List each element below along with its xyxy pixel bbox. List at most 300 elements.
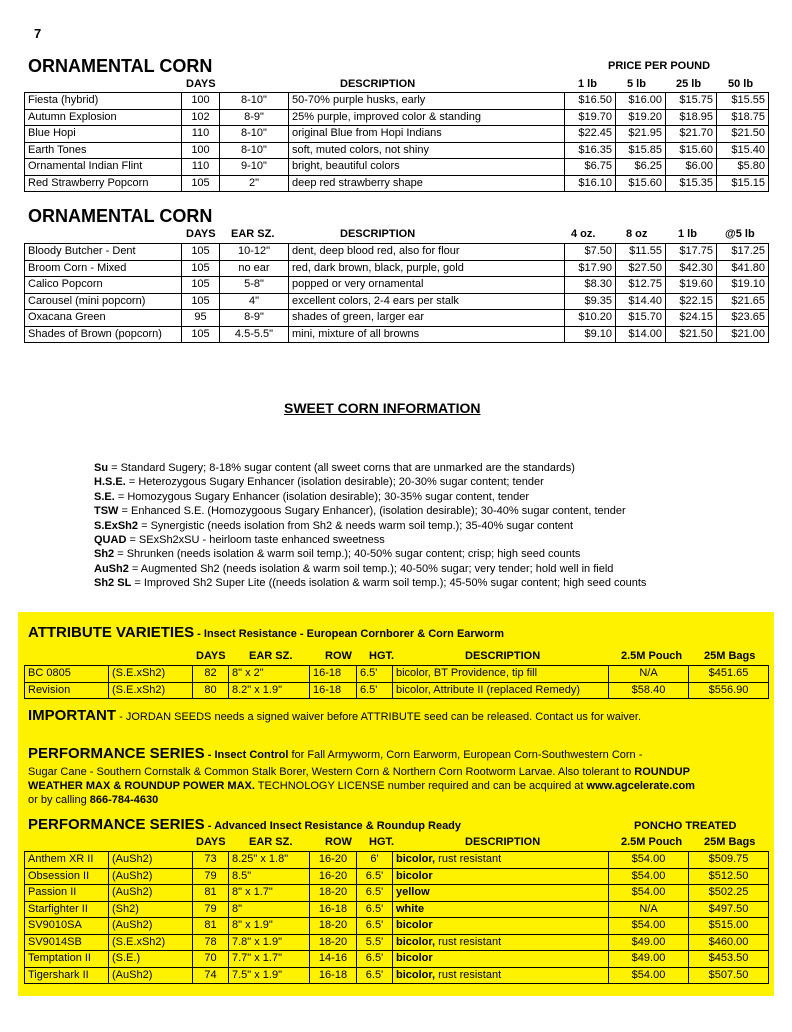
price-cell: $18.95 [666, 109, 717, 126]
price-cell: $16.10 [565, 175, 616, 192]
description-cell: original Blue from Hopi Indians [289, 126, 565, 143]
ornamental-corn-title-1: ORNAMENTAL CORN [28, 56, 213, 76]
pouch-price-cell: $49.00 [609, 951, 689, 968]
variety-name-cell: Temptation II [25, 951, 109, 968]
price-cell: $21.50 [717, 126, 769, 143]
description-cell: bright, beautiful colors [289, 159, 565, 176]
table-row [25, 310, 769, 327]
performance-intro-text-1: for Fall Armyworm, Corn Earworm, European Corn-Southwestern Corn - [288, 749, 643, 761]
height-cell: 6' [357, 852, 393, 869]
description-cell: red, dark brown, black, purple, gold [289, 260, 565, 277]
variety-name-cell: Broom Corn - Mixed [25, 260, 182, 277]
price-cell: $15.60 [616, 175, 666, 192]
type-cell: (Sh2) [109, 901, 193, 918]
days-cell: 82 [193, 666, 229, 683]
phone-number: 866-784-4630 [89, 794, 159, 806]
ornamental-corn-title-2: ORNAMENTAL CORN [28, 206, 213, 226]
ear-size-cell: 8.5" [229, 868, 310, 885]
attribute-title: ATTRIBUTE VARIETIES [28, 624, 195, 641]
variety-name-cell: Starfighter II [25, 901, 109, 918]
attr-col-days: DAYS [196, 650, 226, 662]
price-cell: $21.65 [717, 293, 769, 310]
price-cell: $7.50 [565, 244, 616, 261]
description-cell [393, 934, 609, 951]
price-cell: $10.20 [565, 310, 616, 327]
performance-intro-line4 [28, 793, 158, 807]
table-row [25, 868, 769, 885]
performance-intro-line1 [28, 745, 642, 763]
bags-price-cell: $453.50 [689, 951, 769, 968]
price-cell: $14.40 [616, 293, 666, 310]
sweet-corn-definition-text: = Augmented Sh2 (needs isolation & warm soil temp.); 40-50% sugar; very tender; hold well in field [128, 562, 614, 575]
description-cell [393, 852, 609, 869]
bags-price-cell: $556.90 [689, 682, 769, 699]
ear-size-cell: 8.25" x 1.8" [229, 852, 310, 869]
table-row [25, 852, 769, 869]
variety-name-cell: Carousel (mini popcorn) [25, 293, 182, 310]
col-1lb: 1 lb [578, 78, 597, 90]
sweet-corn-info-list [94, 461, 646, 591]
table-row [25, 885, 769, 902]
license-text: TECHNOLOGY LICENSE number required and can be acquired at [254, 780, 587, 792]
variety-name-cell: Obsession II [25, 868, 109, 885]
table-row [25, 967, 769, 984]
ear-size-cell: 7.8" x 1.9" [229, 934, 310, 951]
days-cell: 110 [182, 126, 220, 143]
ear-size-cell: 5-8" [220, 277, 289, 294]
table-row [25, 260, 769, 277]
ear-size-cell: 8-9" [220, 310, 289, 327]
price-cell: $15.70 [616, 310, 666, 327]
price-cell: $6.00 [666, 159, 717, 176]
type-cell: (AuSh2) [109, 885, 193, 902]
sweet-corn-definition-text: = Homozygous Sugary Enhancer (isolation desirable); 30-35% sugar content, tender [114, 490, 530, 503]
ornamental-corn-ounce-table [24, 243, 769, 343]
sweet-corn-definition [94, 461, 646, 475]
pouch-price-cell: $54.00 [609, 967, 689, 984]
description-cell: deep red strawberry shape [289, 175, 565, 192]
sweet-corn-code: S.E. [94, 490, 115, 503]
bags-price-cell: $502.25 [689, 885, 769, 902]
price-cell: $14.00 [616, 326, 666, 343]
price-cell: $22.45 [565, 126, 616, 143]
attr-col-hgt: HGT. [369, 650, 395, 662]
row-cell: 16-18 [310, 682, 357, 699]
price-cell: $15.75 [666, 93, 717, 110]
table-row [25, 901, 769, 918]
description-cell [393, 951, 609, 968]
price-cell: $27.50 [616, 260, 666, 277]
price-cell: $15.85 [616, 142, 666, 159]
days-cell: 105 [182, 175, 220, 192]
variety-name-cell: BC 0805 [25, 666, 109, 683]
ear-size-cell: 4" [220, 293, 289, 310]
bags-price-cell: $509.75 [689, 852, 769, 869]
col-description: DESCRIPTION [340, 78, 416, 90]
perf-col-row: ROW [325, 836, 352, 848]
ear-size-cell: 9-10" [220, 159, 289, 176]
description-cell [393, 868, 609, 885]
price-cell: $22.15 [666, 293, 717, 310]
variety-name-cell: Anthem XR II [25, 852, 109, 869]
price-cell: $21.00 [717, 326, 769, 343]
attr-col-pouch: 2.5M Pouch [621, 650, 683, 662]
days-cell: 95 [182, 310, 220, 327]
color-label: white [396, 902, 425, 915]
pouch-price-cell: $54.00 [609, 918, 689, 935]
variety-name-cell: Fiesta (hybrid) [25, 93, 182, 110]
row-cell: 18-20 [310, 885, 357, 902]
sweet-corn-definition-text: = Synergistic (needs isolation from Sh2 & needs warm soil temp.); 35-40% sugar content [138, 519, 574, 532]
variety-name-cell: Blue Hopi [25, 126, 182, 143]
performance-intro-line3 [28, 779, 695, 793]
price-cell: $42.30 [666, 260, 717, 277]
bags-price-cell: $512.50 [689, 868, 769, 885]
variety-name-cell: Shades of Brown (popcorn) [25, 326, 182, 343]
variety-name-cell: Ornamental Indian Flint [25, 159, 182, 176]
description-cell: bicolor, Attribute II (replaced Remedy) [393, 682, 609, 699]
description-cell: 25% purple, improved color & standing [289, 109, 565, 126]
price-cell: $21.70 [666, 126, 717, 143]
bags-price-cell: $497.50 [689, 901, 769, 918]
ear-size-cell: 10-12" [220, 244, 289, 261]
price-cell: $21.95 [616, 126, 666, 143]
type-cell: (S.E.xSh2) [109, 682, 193, 699]
calling-text: or by calling [28, 794, 90, 806]
roundup-products: WEATHER MAX & ROUNDUP POWER MAX. [28, 780, 255, 792]
sweet-corn-definition-text: = Improved Sh2 Super Lite ((needs isolation & warm soil temp.); 45-50% sugar content; high seed counts [131, 577, 647, 590]
price-cell: $15.55 [717, 93, 769, 110]
attr-col-description: DESCRIPTION [465, 650, 541, 662]
sweet-corn-definition [94, 490, 646, 504]
sweet-corn-code: Sh2 SL [94, 577, 132, 590]
ear-size-cell: 8.2" x 1.9" [229, 682, 310, 699]
price-cell: $16.35 [565, 142, 616, 159]
price-cell: $17.75 [666, 244, 717, 261]
type-cell: (S.E.xSh2) [109, 934, 193, 951]
col-25lb: 25 lb [676, 78, 702, 90]
perf-col-bags: 25M Bags [704, 836, 756, 848]
perf-col-hgt: HGT. [369, 836, 395, 848]
table-row [25, 244, 769, 261]
performance-intro-text-2: Sugar Cane - Southern Cornstalk & Common Stalk Borer, Western Corn & Northern Corn Rootworm Larvae. Also tolerant to [28, 766, 635, 778]
perf-col-ear: EAR SZ. [249, 836, 293, 848]
days-cell: 105 [182, 293, 220, 310]
sweet-corn-code: QUAD [94, 534, 127, 547]
sweet-corn-info-title: SWEET CORN INFORMATION [284, 400, 481, 416]
color-label: bicolor [396, 952, 433, 965]
sweet-corn-definition [94, 547, 646, 561]
table-row [25, 934, 769, 951]
poncho-treated-header: PONCHO TREATED [634, 820, 737, 832]
col-days: DAYS [186, 78, 216, 90]
description-note: rust resistant [435, 935, 502, 948]
performance-title: PERFORMANCE SERIES [28, 816, 205, 833]
ornamental-corn-price-table [24, 92, 769, 192]
sweet-corn-definition-text: = SExSh2xSU - heirloom taste enhanced sweetness [126, 534, 385, 547]
ear-size-cell: 4.5-5.5" [220, 326, 289, 343]
days-cell: 102 [182, 109, 220, 126]
sweet-corn-definition-text: = Shrunken (needs isolation & warm soil temp.); 40-50% sugar content; crisp; high seed counts [114, 548, 581, 561]
col-50lb: 50 lb [728, 78, 754, 90]
days-cell: 110 [182, 159, 220, 176]
attribute-varieties-table [24, 665, 769, 699]
color-label: bicolor, [396, 853, 436, 866]
sweet-corn-definition [94, 576, 646, 590]
variety-name-cell: SV9010SA [25, 918, 109, 935]
ear-size-cell: 2" [220, 175, 289, 192]
variety-name-cell: Calico Popcorn [25, 277, 182, 294]
price-cell: $17.90 [565, 260, 616, 277]
type-cell: (AuSh2) [109, 852, 193, 869]
row-cell: 14-16 [310, 951, 357, 968]
sweet-corn-definition [94, 504, 646, 518]
bags-price-cell: $460.00 [689, 934, 769, 951]
ear-size-cell: 8" x 2" [229, 666, 310, 683]
days-cell: 81 [193, 918, 229, 935]
table-row [25, 326, 769, 343]
pouch-price-cell: N/A [609, 666, 689, 683]
table-row [25, 142, 769, 159]
important-notice [28, 707, 641, 725]
variety-name-cell: Bloody Butcher - Dent [25, 244, 182, 261]
table-row [25, 293, 769, 310]
sweet-corn-definition [94, 533, 646, 547]
height-cell: 6.5' [357, 901, 393, 918]
ear-size-cell: 7.5" x 1.9" [229, 967, 310, 984]
variety-name-cell: Red Strawberry Popcorn [25, 175, 182, 192]
pouch-price-cell: $54.00 [609, 852, 689, 869]
height-cell: 6.5' [357, 951, 393, 968]
pouch-price-cell: $54.00 [609, 885, 689, 902]
col-description-2: DESCRIPTION [340, 228, 416, 240]
days-cell: 78 [193, 934, 229, 951]
days-cell: 79 [193, 901, 229, 918]
description-note: rust resistant [435, 968, 502, 981]
days-cell: 74 [193, 967, 229, 984]
type-cell: (AuSh2) [109, 918, 193, 935]
col-4oz: 4 oz. [571, 228, 596, 240]
price-cell: $19.70 [565, 109, 616, 126]
sweet-corn-code: TSW [94, 505, 119, 518]
pouch-price-cell: $54.00 [609, 868, 689, 885]
description-cell [393, 901, 609, 918]
table-row [25, 159, 769, 176]
variety-name-cell: Tigershark II [25, 967, 109, 984]
description-cell [393, 967, 609, 984]
ear-size-cell: 8-9" [220, 109, 289, 126]
price-cell: $21.50 [666, 326, 717, 343]
price-cell: $41.80 [717, 260, 769, 277]
price-cell: $8.30 [565, 277, 616, 294]
height-cell: 6.5' [357, 918, 393, 935]
attribute-heading [28, 624, 504, 642]
ear-size-cell: 8-10" [220, 126, 289, 143]
price-cell: $23.65 [717, 310, 769, 327]
sweet-corn-definition [94, 475, 646, 489]
sweet-corn-definition-text: = Enhanced S.E. (Homozygoous Sugary Enhancer), (isolation desirable); 30-40% sugar content, tender [118, 505, 626, 518]
price-cell: $24.15 [666, 310, 717, 327]
description-cell: popped or very ornamental [289, 277, 565, 294]
sweet-corn-code: S.ExSh2 [94, 519, 139, 532]
pouch-price-cell: $49.00 [609, 934, 689, 951]
table-row [25, 93, 769, 110]
days-cell: 79 [193, 868, 229, 885]
variety-name-cell: Passion II [25, 885, 109, 902]
description-cell: mini, mixture of all browns [289, 326, 565, 343]
attr-col-row: ROW [325, 650, 352, 662]
height-cell: 6.5' [357, 682, 393, 699]
price-cell: $5.80 [717, 159, 769, 176]
price-cell: $18.75 [717, 109, 769, 126]
price-cell: $9.35 [565, 293, 616, 310]
row-cell: 18-20 [310, 934, 357, 951]
attribute-subtitle: - Insect Resistance - European Cornborer & Corn Earworm [194, 628, 505, 640]
description-cell: bicolor, BT Providence, tip fill [393, 666, 609, 683]
row-cell: 16-18 [310, 901, 357, 918]
performance-intro-line2 [28, 765, 690, 779]
price-cell: $11.55 [616, 244, 666, 261]
height-cell: 6.5' [357, 885, 393, 902]
price-cell: $15.15 [717, 175, 769, 192]
days-cell: 73 [193, 852, 229, 869]
performance-subtitle: - Advanced Insect Resistance & Roundup Ready [204, 820, 462, 832]
price-cell: $16.00 [616, 93, 666, 110]
bags-price-cell: $451.65 [689, 666, 769, 683]
sweet-corn-code: AuSh2 [94, 562, 129, 575]
table-row [25, 951, 769, 968]
price-cell: $6.75 [565, 159, 616, 176]
table-row [25, 109, 769, 126]
table-row [25, 277, 769, 294]
type-cell: (S.E.) [109, 951, 193, 968]
price-cell: $19.10 [717, 277, 769, 294]
sweet-corn-code: H.S.E. [94, 476, 126, 489]
price-cell: $17.25 [717, 244, 769, 261]
col-8oz: 8 oz [626, 228, 648, 240]
price-cell: $15.40 [717, 142, 769, 159]
days-cell: 70 [193, 951, 229, 968]
variety-name-cell: Revision [25, 682, 109, 699]
description-note: rust resistant [435, 853, 502, 866]
ear-size-cell: 8-10" [220, 93, 289, 110]
pouch-price-cell: N/A [609, 901, 689, 918]
type-cell: (S.E.xSh2) [109, 666, 193, 683]
row-cell: 16-18 [310, 666, 357, 683]
price-cell: $19.60 [666, 277, 717, 294]
attr-col-bags: 25M Bags [704, 650, 756, 662]
bags-price-cell: $507.50 [689, 967, 769, 984]
color-label: bicolor, [396, 935, 436, 948]
bags-price-cell: $515.00 [689, 918, 769, 935]
description-cell: soft, muted colors, not shiny [289, 142, 565, 159]
performance-heading [28, 816, 461, 834]
attr-col-ear: EAR SZ. [249, 650, 293, 662]
col-ear-size-2: EAR SZ. [231, 228, 275, 240]
color-label: yellow [396, 886, 430, 899]
days-cell: 100 [182, 93, 220, 110]
ear-size-cell: 8" [229, 901, 310, 918]
sweet-corn-definition-text: = Heterozygous Sugary Enhancer (isolation desirable); 20-30% sugar content; tender [125, 476, 544, 489]
days-cell: 105 [182, 244, 220, 261]
type-cell: (AuSh2) [109, 967, 193, 984]
days-cell: 80 [193, 682, 229, 699]
ear-size-cell: 8" x 1.9" [229, 918, 310, 935]
insect-control-label: - Insect Control [204, 749, 289, 761]
sweet-corn-code: Su [94, 462, 109, 474]
row-cell: 16-20 [310, 852, 357, 869]
days-cell: 81 [193, 885, 229, 902]
table-row [25, 918, 769, 935]
variety-name-cell: Earth Tones [25, 142, 182, 159]
description-cell: dent, deep blood red, also for flour [289, 244, 565, 261]
col-1lb-2: 1 lb [678, 228, 697, 240]
ear-size-cell: no ear [220, 260, 289, 277]
performance-series-table [24, 851, 769, 984]
perf-col-days: DAYS [196, 836, 226, 848]
col-5lb: 5 lb [627, 78, 646, 90]
type-cell: (AuSh2) [109, 868, 193, 885]
color-label: bicolor [396, 869, 433, 882]
row-cell: 16-20 [310, 868, 357, 885]
table-row [25, 666, 769, 683]
variety-name-cell: Autumn Explosion [25, 109, 182, 126]
variety-name-cell: SV9014SB [25, 934, 109, 951]
ear-size-cell: 7.7" x 1.7" [229, 951, 310, 968]
row-cell: 18-20 [310, 918, 357, 935]
description-cell [393, 918, 609, 935]
agcelerate-link[interactable]: www.agcelerate.com [586, 780, 695, 792]
height-cell: 5.5' [357, 934, 393, 951]
days-cell: 105 [182, 260, 220, 277]
sweet-corn-definition [94, 562, 646, 576]
height-cell: 6.5' [357, 868, 393, 885]
ear-size-cell: 8" x 1.7" [229, 885, 310, 902]
price-cell: $15.35 [666, 175, 717, 192]
description-cell: excellent colors, 2-4 ears per stalk [289, 293, 565, 310]
table-row [25, 175, 769, 192]
description-cell: 50-70% purple husks, early [289, 93, 565, 110]
days-cell: 105 [182, 326, 220, 343]
description-cell [393, 885, 609, 902]
price-cell: $6.25 [616, 159, 666, 176]
page-number: 7 [34, 26, 42, 41]
col-5lb-2: @5 lb [725, 228, 755, 240]
row-cell: 16-18 [310, 967, 357, 984]
color-label: bicolor, [396, 968, 436, 981]
table-row [25, 126, 769, 143]
description-cell: shades of green, larger ear [289, 310, 565, 327]
price-per-pound-header: PRICE PER POUND [608, 60, 711, 72]
sweet-corn-code: Sh2 [94, 548, 115, 561]
sweet-corn-definition [94, 519, 646, 533]
height-cell: 6.5' [357, 967, 393, 984]
days-cell: 105 [182, 277, 220, 294]
table-row [25, 682, 769, 699]
variety-name-cell: Oxacana Green [25, 310, 182, 327]
height-cell: 6.5' [357, 666, 393, 683]
price-cell: $9.10 [565, 326, 616, 343]
roundup-label: ROUNDUP [634, 766, 690, 778]
price-cell: $16.50 [565, 93, 616, 110]
important-label: IMPORTANT [28, 707, 117, 724]
price-cell: $12.75 [616, 277, 666, 294]
perf-col-description: DESCRIPTION [465, 836, 541, 848]
ear-size-cell: 8-10" [220, 142, 289, 159]
col-days-2: DAYS [186, 228, 216, 240]
performance-intro-title: PERFORMANCE SERIES [28, 745, 205, 762]
price-cell: $19.20 [616, 109, 666, 126]
